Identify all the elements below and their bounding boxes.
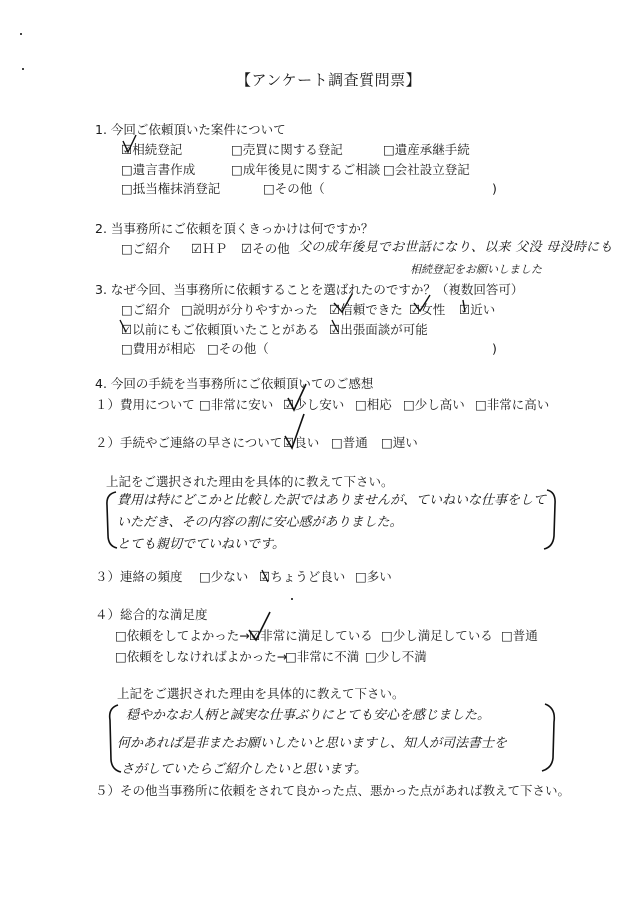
q3-other-close-paren: ) <box>492 341 497 356</box>
q3-option-visit-meeting[interactable]: ☑出張面談が可能 <box>329 322 428 337</box>
q4-satisfaction-very-dissatisfied[interactable]: □非常に不満 <box>285 649 360 664</box>
q4-reason2-line-1: 穏やかなお人柄と誠実な仕事ぶりにとても安心を感じました。 <box>126 708 491 723</box>
q2-option-other[interactable]: ☑その他 <box>241 241 290 256</box>
scan-speck <box>291 598 293 600</box>
scan-speck <box>22 68 24 70</box>
q4-cost-label: １）費用について <box>95 397 195 412</box>
q3-option-trustworthy[interactable]: ☑信頼できた <box>329 302 403 317</box>
scan-speck <box>20 33 22 35</box>
q4-speed-label: ２）手続やご連絡の早さについて <box>95 435 283 450</box>
q1-option-other[interactable]: □その他（ <box>263 181 325 196</box>
q4-reason-line-2: いただき、その内容の割に安心感がありました。 <box>117 515 403 530</box>
q3-option-female[interactable]: ☑女性 <box>409 302 446 317</box>
q1-option-sale-registration[interactable]: □売買に関する登記 <box>231 142 343 157</box>
q1-other-close-paren: ) <box>492 181 497 196</box>
q4-cost-slightly-expensive[interactable]: □少し高い <box>403 397 465 412</box>
q4-reason2-line-2: 何かあれば是非またお願いしたいと思いますし、知人が司法書士を <box>117 736 508 751</box>
q1-option-estate-procedure[interactable]: □遺産承継手続 <box>383 142 470 157</box>
q2-option-referral[interactable]: □ご紹介 <box>121 241 171 256</box>
q4-question: 4. 今回の手続を当事務所にご依頼頂いてのご感想 <box>95 376 374 391</box>
q4-frequency-many[interactable]: □多い <box>355 569 392 584</box>
q4-frequency-few[interactable]: □少ない <box>199 569 249 584</box>
q4-satisfaction-somewhat-satisfied[interactable]: □少し満足している <box>381 628 493 643</box>
q4-reason-line-1: 費用は特にどこかと比較した訳ではありませんが、ていねいな仕事をして <box>117 493 547 508</box>
q1-option-mortgage-cancel[interactable]: □抵当権抹消登記 <box>121 181 221 196</box>
q4-speed-normal[interactable]: □普通 <box>331 435 368 450</box>
q4-cost-fair[interactable]: □相応 <box>355 397 392 412</box>
q1-option-guardianship[interactable]: □成年後見に関するご相談 <box>231 162 381 177</box>
q3-option-fair-cost[interactable]: □費用が相応 <box>121 341 196 356</box>
q3-option-near[interactable]: ☑近い <box>459 302 496 317</box>
q4-satisfaction-very-satisfied[interactable]: ☑非常に満足している <box>249 628 373 643</box>
page-title: 【アンケート調査質問票】 <box>236 71 422 89</box>
q4-reason-line-3: とても親切でていねいです。 <box>117 537 285 552</box>
q1-option-company-registration[interactable]: □会社設立登記 <box>383 162 470 177</box>
q5-question: ５）その他当事務所に依頼をされて良かった点、悪かった点があれば教えて下さい。 <box>95 783 571 798</box>
q4-satisfaction-regret[interactable]: □依頼をしなければよかった→ <box>115 649 288 664</box>
q1-question: 1. 今回ご依頼頂いた案件について <box>95 122 286 137</box>
q4-satisfaction-glad[interactable]: □依頼をしてよかった→ <box>115 628 250 643</box>
q4-speed-slow[interactable]: □遅い <box>381 435 418 450</box>
q4-speed-good[interactable]: ☑良い <box>283 435 320 450</box>
q4-satisfaction-label: ４）総合的な満足度 <box>95 607 208 622</box>
q4-cost-slightly-cheap[interactable]: ☑少し安い <box>283 397 345 412</box>
q2-handwritten-note-2: 相続登記をお願いしました <box>410 263 542 276</box>
q1-option-inheritance-registration[interactable]: ☑相続登記 <box>121 142 183 157</box>
q4-frequency-just-right[interactable]: ☑ちょうど良い <box>259 569 346 584</box>
q4-reason2-line-3: さがしていたらご紹介したいと思います。 <box>121 762 367 777</box>
q4-cost-very-cheap[interactable]: □非常に安い <box>199 397 274 412</box>
q4-reason2-prompt: 上記をご選択された理由を具体的に教えて下さい。 <box>117 686 405 701</box>
q3-option-previous-client[interactable]: ☑以前にもご依頼頂いたことがある <box>121 322 320 337</box>
q4-reason-prompt: 上記をご選択された理由を具体的に教えて下さい。 <box>106 474 394 489</box>
q3-option-referral[interactable]: □ご紹介 <box>121 302 171 317</box>
q3-option-clear-explanation[interactable]: □説明が分りやすかった <box>181 302 318 317</box>
q2-handwritten-note-1: 父の成年後見でお世話になり、以来 父没 母没時にも <box>298 240 613 255</box>
q4-satisfaction-normal[interactable]: □普通 <box>501 628 538 643</box>
q4-satisfaction-somewhat-dissatisfied[interactable]: □少し不満 <box>365 649 427 664</box>
q3-option-other[interactable]: □その他（ <box>207 341 269 356</box>
q4-frequency-label: ３）連絡の頻度 <box>95 569 183 584</box>
q2-question: 2. 当事務所にご依頼を頂くきっかけは何ですか？ <box>95 221 374 236</box>
q3-question: 3. なぜ今回、当事務所に依頼することを選ばれたのですか？（複数回答可） <box>95 282 524 297</box>
q4-cost-very-expensive[interactable]: □非常に高い <box>475 397 550 412</box>
q2-option-hp[interactable]: ☑ＨＰ <box>191 241 228 256</box>
q1-option-will[interactable]: □遺言書作成 <box>121 162 196 177</box>
